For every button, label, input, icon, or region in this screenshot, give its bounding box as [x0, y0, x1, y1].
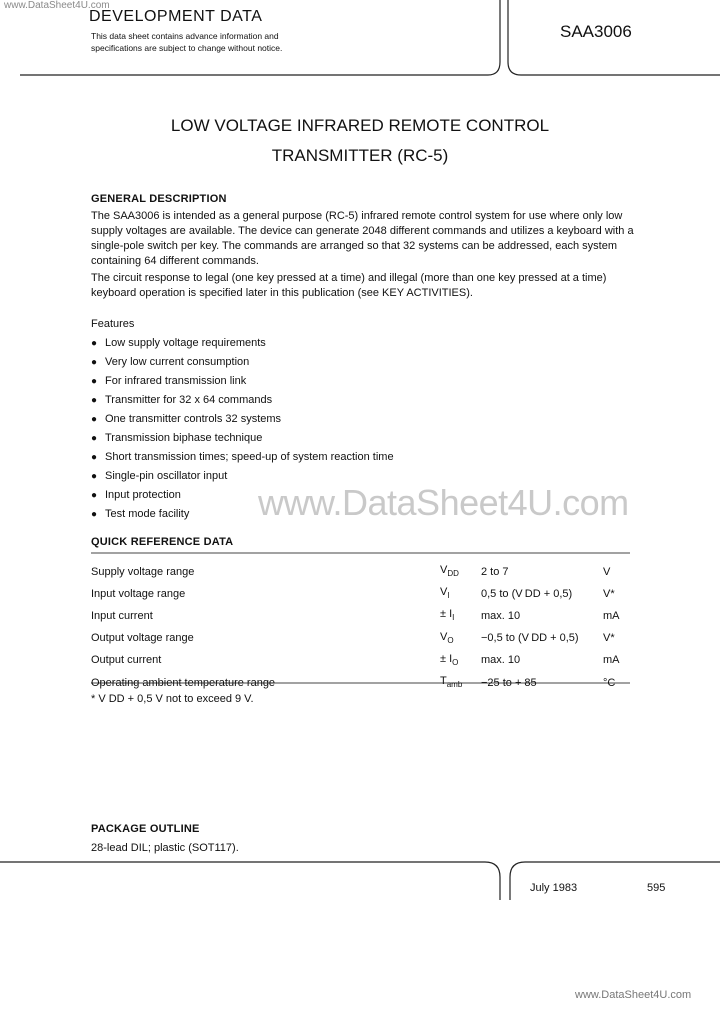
- notice-line-2: specifications are subject to change without notice.: [91, 43, 283, 53]
- bullet-icon: ●: [91, 509, 98, 520]
- unit-cell: V*: [603, 632, 615, 645]
- unit-cell: °C: [603, 676, 616, 689]
- table-row: [91, 561, 633, 583]
- feature-item: ● Input protection: [91, 486, 394, 505]
- parameter-cell: Output voltage range: [91, 632, 194, 645]
- table-row: [91, 628, 633, 650]
- parameter-cell: Operating ambient temperature range: [91, 676, 276, 689]
- parameter-cell: Output current: [91, 654, 162, 667]
- feature-item: ● Transmission biphase technique: [91, 429, 394, 448]
- feature-item: ● Short transmission times; speed-up of system reaction time: [91, 448, 394, 467]
- part-number: SAA3006: [560, 22, 632, 41]
- unit-cell: mA: [603, 609, 620, 622]
- title-line-2: TRANSMITTER (RC-5): [271, 146, 449, 165]
- table-row: [91, 583, 633, 605]
- unit-cell: V*: [603, 587, 615, 600]
- parameter-cell: Supply voltage range: [91, 565, 195, 578]
- parameter-cell: Input current: [91, 609, 153, 622]
- package-outline-text: 28-lead DIL; plastic (SOT117).: [91, 842, 239, 854]
- value-cell: 2 to 7: [481, 565, 509, 578]
- package-outline-heading: PACKAGE OUTLINE: [91, 823, 200, 835]
- feature-item: ● Low supply voltage requirements: [91, 334, 394, 353]
- feature-item: ● For infrared transmission link: [91, 372, 394, 391]
- value-cell: max. 10: [481, 609, 521, 622]
- bullet-icon: ●: [91, 433, 98, 444]
- quick-reference-footnote: * V DD + 0,5 V not to exceed 9 V.: [91, 693, 254, 705]
- bullet-icon: ●: [91, 395, 98, 406]
- feature-item: ● One transmitter controls 32 systems: [91, 410, 394, 429]
- title-line-1: LOW VOLTAGE INFRARED REMOTE CONTROL: [170, 116, 550, 135]
- value-cell: −25 to + 85: [481, 676, 537, 689]
- features-heading: Features: [91, 318, 135, 330]
- bullet-icon: ●: [91, 357, 98, 368]
- table-row: [91, 605, 633, 627]
- value-cell: 0,5 to (V DD + 0,5): [481, 587, 573, 600]
- watermark-bottom: www.DataSheet4U.com: [575, 989, 692, 1001]
- general-description-heading: GENERAL DESCRIPTION: [91, 193, 227, 205]
- symbol-cell: $V_{DD}$: [440, 564, 459, 579]
- symbol-cell: $V_O$: [440, 630, 454, 645]
- footer-date: July 1983: [530, 882, 578, 894]
- general-description-paragraph-1: The SAA3006 is intended as a general purpose (RC-5) infrared remote control system for use where only low supply voltages are available. The device can generate 2048 different commands and utilizes a keyboard with a single-pole switch per key. The commands are arranged so that 32 systems can be addressed, each system containing 64 different commands.: [91, 210, 634, 267]
- bullet-icon: ●: [91, 452, 98, 463]
- bullet-icon: ●: [91, 490, 98, 501]
- feature-item: ● Very low current consumption: [91, 353, 394, 372]
- quick-reference-heading: QUICK REFERENCE DATA: [91, 536, 234, 548]
- value-cell: max. 10: [481, 654, 521, 667]
- bullet-icon: ●: [91, 471, 98, 482]
- feature-item: ● Single-pin oscillator input: [91, 467, 394, 486]
- watermark-top: www.DataSheet4U.com: [4, 0, 110, 11]
- symbol-cell: $V_I$: [440, 586, 450, 601]
- bullet-icon: ●: [91, 376, 98, 387]
- feature-item: ● Test mode facility: [91, 505, 394, 524]
- unit-cell: V: [603, 565, 611, 578]
- parameter-cell: Input voltage range: [91, 587, 186, 600]
- bullet-icon: ●: [91, 414, 98, 425]
- unit-cell: mA: [603, 654, 620, 667]
- symbol-cell: ± $I_O$: [440, 652, 459, 667]
- document-status: DEVELOPMENT DATA: [89, 8, 263, 25]
- footer-page-number: 595: [647, 882, 666, 894]
- watermark-center: www.DataSheet4U.com: [258, 482, 629, 523]
- table-row: [91, 650, 633, 672]
- bullet-icon: ●: [91, 338, 98, 349]
- quick-reference-table: [91, 561, 633, 694]
- value-cell: −0,5 to (V DD + 0,5): [481, 632, 579, 645]
- symbol-cell: $T_{amb}$: [440, 674, 463, 690]
- table-row: [91, 672, 633, 694]
- feature-item: ● Transmitter for 32 x 64 commands: [91, 391, 394, 410]
- symbol-cell: ± $I_I$: [440, 608, 455, 623]
- notice-line-1: This data sheet contains advance information and: [91, 31, 279, 41]
- general-description-paragraph-2: The circuit response to legal (one key pressed at a time) and illegal (more than one key pressed at a time) keyboard operation is specified later in this publication (see KEY ACTIVITIES).: [91, 272, 607, 299]
